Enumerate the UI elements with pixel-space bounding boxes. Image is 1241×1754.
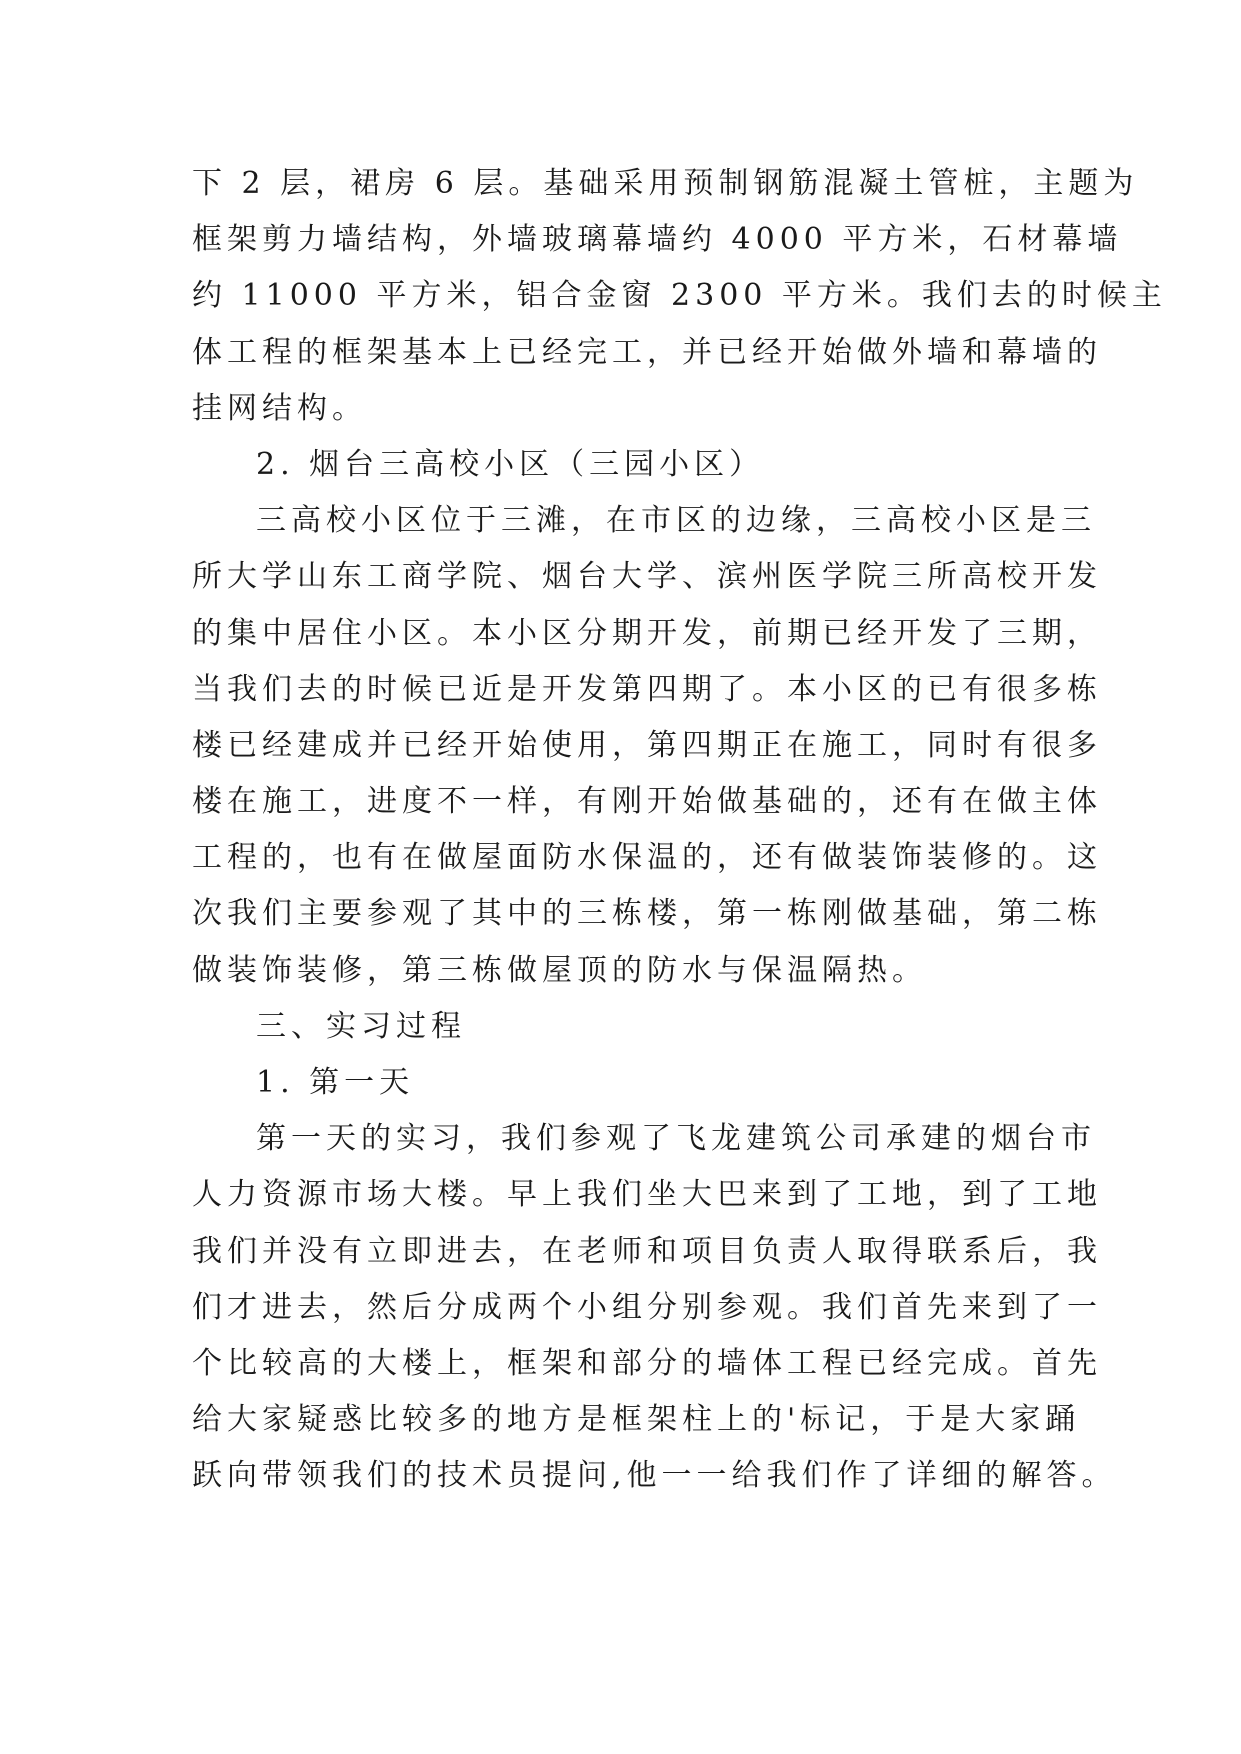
- text-line: 框架剪力墙结构，外墙玻璃幕墙约 4000 平方米，石材幕墙: [192, 222, 1123, 258]
- text-line: 我们并没有立即进去，在老师和项目负责人取得联系后，我: [192, 1233, 1102, 1269]
- subsection-heading: 1. 第一天: [256, 1065, 415, 1100]
- text-line: 约 11000 平方米，铝合金窗 2300 平方米。我们去的时候主: [192, 278, 1167, 314]
- text-line: 楼已经建成并已经开始使用，第四期正在施工，同时有很多: [192, 727, 1102, 763]
- section-heading: 2. 烟台三高校小区（三园小区）: [256, 446, 765, 482]
- text-line: 给大家疑惑比较多的地方是框架柱上的'标记，于是大家踊: [192, 1402, 1081, 1438]
- text-line: 次我们主要参观了其中的三栋楼，第一栋刚做基础，第二栋: [192, 896, 1102, 932]
- text-line: 当我们去的时候已近是开发第四期了。本小区的已有很多栋: [192, 671, 1102, 707]
- text-line: 的集中居住小区。本小区分期开发，前期已经开发了三期，: [192, 615, 1102, 651]
- text-line: 做装饰装修，第三栋做屋顶的防水与保温隔热。: [192, 952, 927, 988]
- text-line: 人力资源市场大楼。早上我们坐大巴来到了工地，到了工地: [192, 1177, 1102, 1213]
- text-line: 第一天的实习，我们参观了飞龙建筑公司承建的烟台市: [256, 1121, 1096, 1157]
- text-line: 三高校小区位于三滩，在市区的边缘，三高校小区是三: [256, 503, 1096, 539]
- text-line: 个比较高的大楼上，框架和部分的墙体工程已经完成。首先: [192, 1345, 1102, 1381]
- text-line: 所大学山东工商学院、烟台大学、滨州医学院三所高校开发: [192, 559, 1102, 595]
- text-line: 们才进去，然后分成两个小组分别参观。我们首先来到了一: [192, 1289, 1102, 1325]
- text-line: 下 2 层，裙房 6 层。基础采用预制钢筋混凝土管桩，主题为: [192, 166, 1139, 201]
- text-line: 跃向带领我们的技术员提问,他一一给我们作了详细的解答。: [192, 1458, 1117, 1494]
- text-line: 体工程的框架基本上已经完工，并已经开始做外墙和幕墙的: [192, 334, 1102, 370]
- section-heading: 三、实习过程: [256, 1008, 466, 1044]
- text-line: 楼在施工，进度不一样，有刚开始做基础的，还有在做主体: [192, 784, 1102, 820]
- text-line: 工程的，也有在做屋面防水保温的，还有做装饰装修的。这: [192, 840, 1102, 876]
- document-body: [192, 156, 1167, 1505]
- text-line: 挂网结构。: [192, 390, 367, 426]
